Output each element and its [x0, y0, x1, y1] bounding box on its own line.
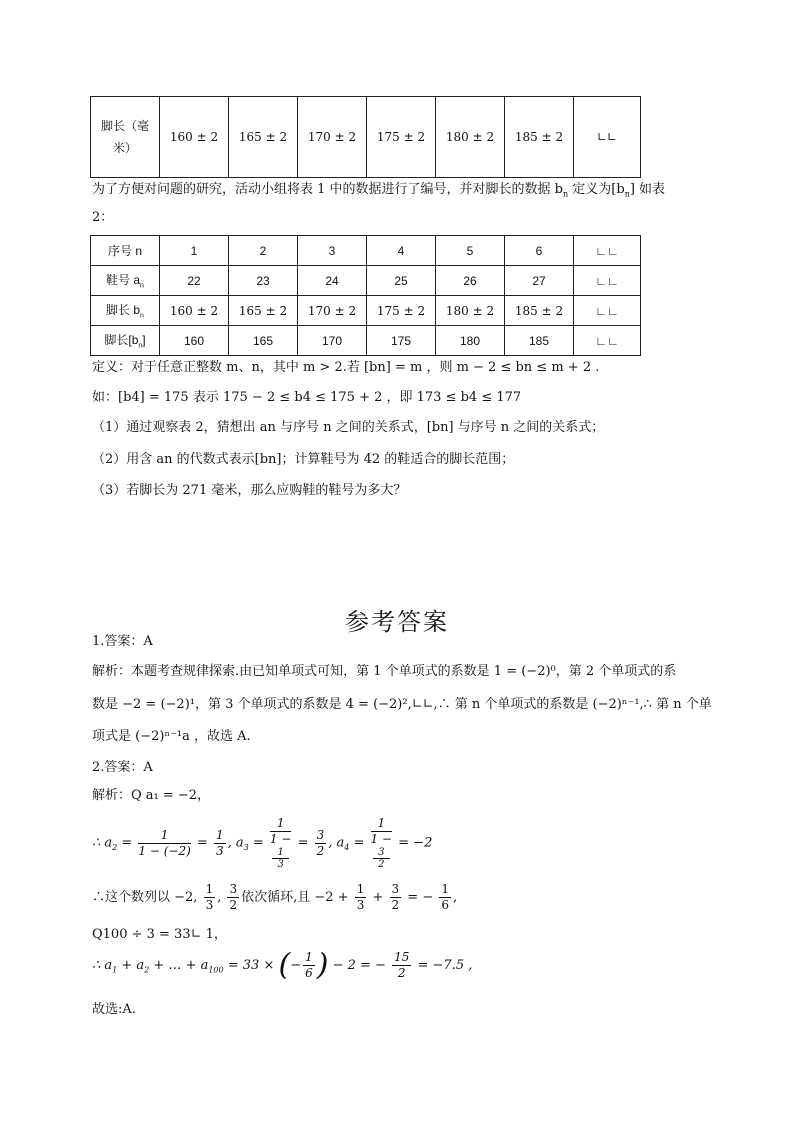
table2-cell: 170 ± 2	[298, 296, 367, 326]
table2-cell: ∟∟	[574, 326, 641, 356]
table2-cell: ∟∟	[574, 236, 641, 266]
table2-cell: 180	[436, 326, 505, 356]
table2-cell: 3	[298, 236, 367, 266]
table2-cell: 165 ± 2	[229, 296, 298, 326]
table1-cell: 185 ± 2	[505, 97, 574, 178]
shoe-size-table-2	[90, 235, 641, 356]
question-1: （1）通过观察表 2，猜想出 an 与序号 n 之间的关系式，[bn] 与序号 n 之间的关系式；	[92, 420, 605, 435]
intro-sub-2: n	[624, 189, 630, 199]
answer-1-line-2: 数是 −2 = (−2)¹，第 3 个单项式的系数是 4 = (−2)²,∟∟,∴ 第 n 个单项式的系数是 (−2)ⁿ⁻¹,∴ 第 n 个单	[92, 697, 712, 712]
table2-cell: 165	[229, 326, 298, 356]
table1-cell: 170 ± 2	[298, 97, 367, 178]
intro-text-2: 定义为[b	[568, 182, 625, 197]
table2-cell: 24	[298, 266, 367, 296]
answer-1-line-3: 项式是 (−2)ⁿ⁻¹a ，故选 A.	[92, 729, 251, 744]
table2-row-label: 序号 n	[91, 236, 160, 266]
table2-cell: 5	[436, 236, 505, 266]
table2-cell: 6	[505, 236, 574, 266]
answer-2-line-1: 解析：Q a₁ = −2，	[92, 788, 211, 803]
answer-1-line-1: 解析：本题考查规律探索.由已知单项式可知，第 1 个单项式的系数是 1 = (−2)⁰，第 2 个单项式的系	[92, 664, 677, 679]
intro-text-1: 为了方便对问题的研究，活动小组将表 1 中的数据进行了编号，并对脚长的数据 b	[92, 182, 563, 197]
table1-head: 脚长（毫米）	[101, 119, 150, 155]
answer-2-line-6: 故选:A.	[92, 1002, 136, 1017]
table1-cell: ∟∟	[574, 97, 641, 178]
answer-2-sum-line: ∴ $a_1 + a_2$ + … + $a_{100} = 33$ × (− $\frac{1}{6}$ ) − 2 = − $\frac{15}{2}$ = −7.5 ,	[92, 947, 473, 983]
table2-cell: 27	[505, 266, 574, 296]
table2-row-label	[91, 266, 160, 296]
table2-cell: 185	[505, 326, 574, 356]
table2-row-label	[91, 296, 160, 326]
table2-label-text: 鞋号 a	[106, 273, 141, 288]
table2-cell: 4	[367, 236, 436, 266]
foot-length-table-1	[90, 96, 641, 178]
table1-cell: 180 ± 2	[436, 97, 505, 178]
table2-cell: 1	[160, 236, 229, 266]
table2-cell: 175 ± 2	[367, 296, 436, 326]
table2-cell: 160 ± 2	[160, 296, 229, 326]
intro-paragraph	[92, 180, 665, 205]
table2-cell: 25	[367, 266, 436, 296]
table2-cell: 180 ± 2	[436, 296, 505, 326]
table2-cell: 185 ± 2	[505, 296, 574, 326]
table2-cell: 170	[298, 326, 367, 356]
table2-cell: ∟∟	[574, 266, 641, 296]
answer-title: 参考答案	[345, 608, 449, 636]
table2-cell: ∟∟	[574, 296, 641, 326]
table2-cell: 26	[436, 266, 505, 296]
table2-cell: 2	[229, 236, 298, 266]
table2-label-sub: n	[140, 282, 144, 290]
table2-row-label: 脚长$[b_n]$	[91, 326, 160, 356]
answer-2-line-4: Q100 ÷ 3 = 33∟ 1，	[92, 927, 227, 942]
table2-label-sub: n	[138, 342, 143, 350]
table2-cell: 22	[160, 266, 229, 296]
table2-cell: 160	[160, 326, 229, 356]
definition-text: 定义：对于任意正整数 m、n，其中 m > 2.若 [bn] = m ，则 m − 2 ≤ bn ≤ m + 2 .	[92, 360, 600, 375]
table2-label-text: 脚长[b	[104, 333, 139, 348]
question-3: （3）若脚长为 271 毫米，那么应购鞋的鞋号为多大？	[92, 483, 407, 498]
intro-paragraph-2: 2：	[92, 210, 114, 225]
answer-2-label: 2.答案：A	[92, 760, 153, 775]
table1-head-cell	[91, 97, 160, 178]
table2-label-sub: n	[140, 312, 144, 320]
table1-cell: 175 ± 2	[367, 97, 436, 178]
table1-cell: 165 ± 2	[229, 97, 298, 178]
question-2: （2）用含 an 的代数式表示[bn]；计算鞋号为 42 的鞋适合的脚长范围；	[92, 452, 515, 467]
table2-cell: 23	[229, 266, 298, 296]
table2-label-text: 脚长 b	[106, 303, 141, 318]
table1-cell: 160 ± 2	[160, 97, 229, 178]
example-text: 如：[b4] = 175 表示 175 − 2 ≤ b4 ≤ 175 + 2 ，即 173 ≤ b4 ≤ 177	[92, 390, 522, 405]
answer-1-label: 1.答案：A	[92, 634, 153, 649]
intro-text-3: ] 如表	[629, 182, 666, 197]
answer-2-cycle-line: ∴这个数列以 −2, $\frac{1}{3}$ , $\frac{3}{2}$ 依次循环,且 −2 + $\frac{1}{3}$ + $\frac{3}{2}$ = − $\frac{1}{6}$ ,	[92, 882, 458, 912]
intro-sub: n	[563, 189, 569, 199]
answer-2-fraction-line: ∴ $a_2$ = $\frac{1}{1 - (-2)}$ = $\frac{1}{3}$ , $a_3$ = 1 1 − 1 3 = $\frac{3}{2}$ , $a_4$ = 1 1 − 3 2 = −2	[92, 816, 433, 870]
table2-cell: 175	[367, 326, 436, 356]
